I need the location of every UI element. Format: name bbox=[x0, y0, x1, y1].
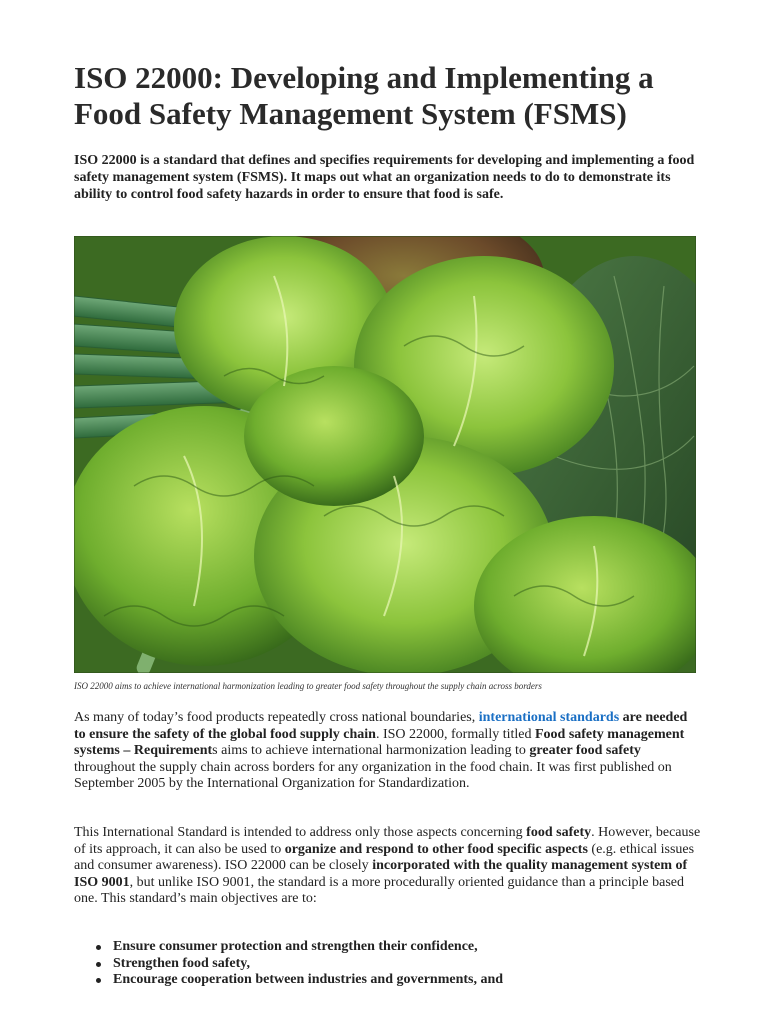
intro-paragraph: ISO 22000 is a standard that defines and specifies requirements for developing and implementing a food safety management system (FSMS). It maps out what an organization needs to do to demonstrate its ability to control food safety hazards in order to ensure that food is safe. bbox=[74, 153, 695, 202]
list-item bbox=[74, 956, 694, 973]
list-item bbox=[74, 972, 694, 989]
international-standards-link[interactable]: international standards bbox=[478, 710, 620, 725]
image-caption: ISO 22000 aims to achieve international harmonization leading to greater food safety throughout the supply chain across borders bbox=[74, 681, 542, 691]
paragraph-global-supply-chain bbox=[74, 710, 702, 793]
bullet-icon bbox=[96, 945, 101, 950]
p1-bold-2: Food safety management systems – Requirement bbox=[74, 726, 685, 759]
p2-bold-1: food safety bbox=[526, 825, 592, 840]
p2-text-2: . However, because of its approach, it can also be used to bbox=[74, 825, 701, 857]
objective-text: Ensure consumer protection and strengthen their confidence, bbox=[113, 939, 478, 954]
p1-bold-1: are needed to ensure the safety of the global food supply chain bbox=[74, 710, 688, 742]
p1-bold-3: greater food safety bbox=[529, 743, 641, 759]
page-title: ISO 22000: Developing and Implementing a Food Safety Management System (FSMS) bbox=[74, 60, 654, 131]
p2-text-4: , but unlike ISO 9001, the standard is a more procedurally oriented guidance than a principle based one. This standard’s main objectives are to: bbox=[74, 874, 685, 907]
p1-text-4: s aims to achieve international harmonization leading to bbox=[212, 743, 530, 759]
objective-text: Encourage cooperation between industries and governments, and bbox=[113, 972, 504, 988]
p1-text-1: As many of today’s food products repeatedly cross national boundaries, bbox=[74, 710, 479, 725]
bullet-icon bbox=[96, 978, 101, 983]
leafy-greens-photo bbox=[74, 236, 696, 673]
p2-text-3: (e.g. ethical issues and consumer awareness). ISO 22000 can be closely bbox=[74, 841, 695, 874]
list-item bbox=[74, 939, 694, 956]
p1-text-3: . ISO 22000, formally titled bbox=[375, 726, 535, 742]
objective-text: Strengthen food safety, bbox=[113, 955, 251, 971]
p2-bold-2: organize and respond to other food specific aspects bbox=[284, 841, 588, 857]
p2-text-1: This International Standard is intended to address only those aspects concerning bbox=[74, 825, 527, 840]
bullet-icon bbox=[96, 962, 101, 967]
paragraph-scope bbox=[74, 825, 702, 908]
p2-bold-3: incorporated with the quality management system of ISO 9001 bbox=[74, 858, 688, 890]
p1-text-5: throughout the supply chain across borders for any organization in the food chain. It was first published on September 2005 by the International Organization for Standardization. bbox=[74, 759, 672, 792]
objectives-list bbox=[74, 939, 694, 989]
